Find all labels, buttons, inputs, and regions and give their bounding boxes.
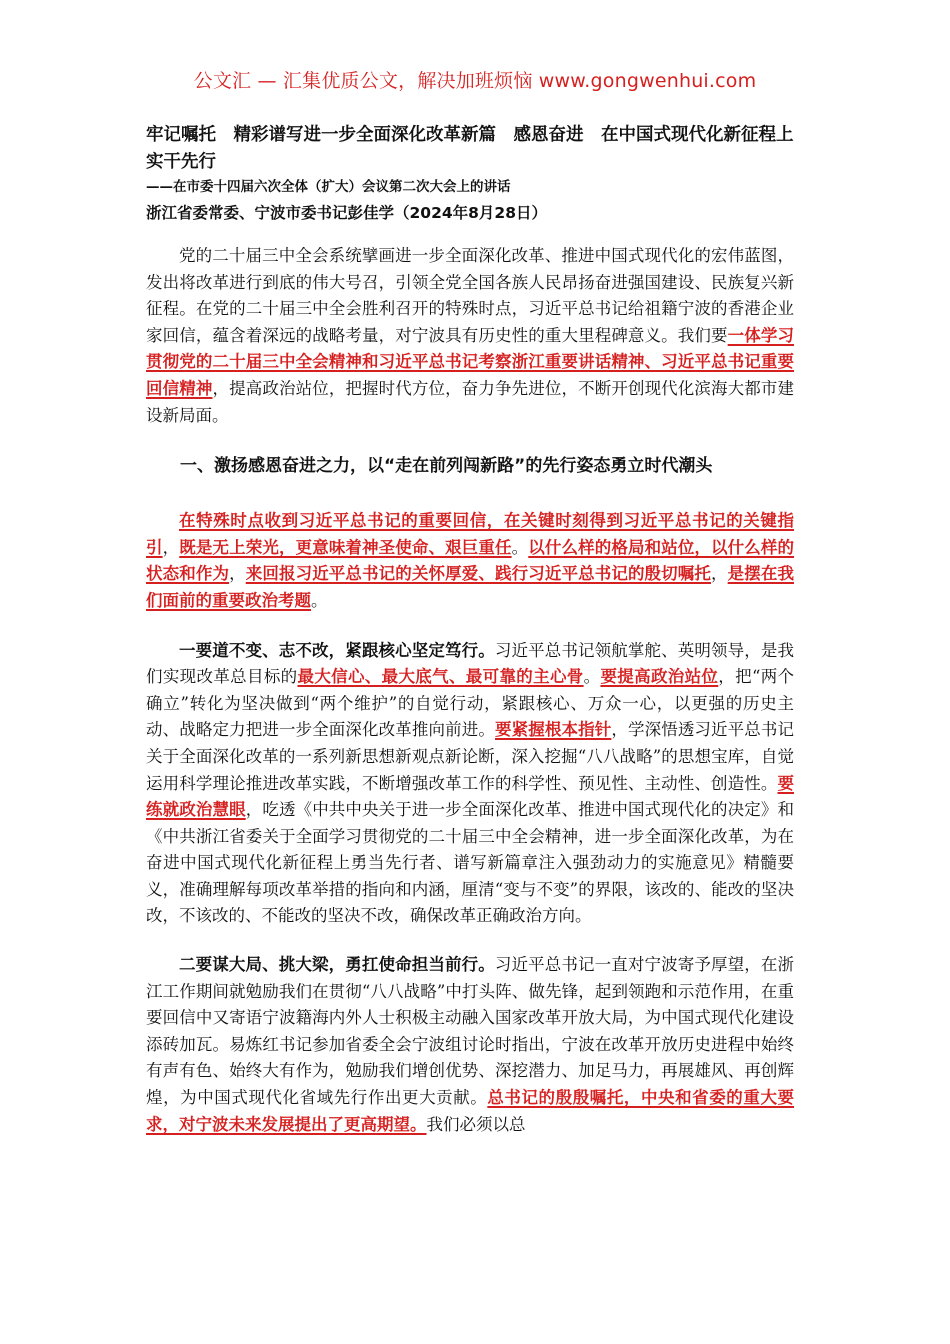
highlight-text: 要提高政治站位: [600, 667, 719, 687]
text-run: ，把“两个确立”转化为坚决做到“两个维护”的自觉行动，紧跟核心、万众一心，以更强的历史主动、战略定力把进一步全面深化改革推向前进。: [146, 667, 795, 740]
paragraph-point-two: [146, 952, 794, 1138]
section-heading-1: 一、激扬感恩奋进之力，以“走在前列闯新路”的先行姿态勇立时代潮头: [180, 456, 713, 477]
text-run: ，: [162, 537, 180, 557]
highlight-text: 在特殊时点收到习近平总书记的重要回信，在关键时刻得到习近平总书记的关键指引: [146, 511, 794, 557]
highlight-text: 是摆在我们面前的重要政治考题: [146, 564, 795, 610]
text-run: ，提高政治站位，把握时代方位，奋力争先进位，不断开创现代化滨海大都市建设新局面。: [146, 378, 795, 425]
highlight-text: 要紧握根本指针: [495, 720, 612, 740]
text-run: 。: [311, 590, 328, 610]
text-run: 。: [511, 537, 529, 557]
bold-lead-text: 二要谋大局、挑大梁，勇扛使命担当前行。: [179, 955, 495, 975]
text-run: ，吃透《中共中央关于进一步全面深化改革、推进中国式现代化的决定》和《中共浙江省委关于全面学习贯彻党的二十届三中全会精神，进一步全面深化改革，为在奋进中国式现代化新征程上勇当先行者、谱写新篇章注入强劲动力的实施意见》精髓要义，准确理解每项改革举措的指向和内涵，厘清“变与不变”的界限，该改的、能改的坚决改，不该改的、不能改的坚决不改，确保改革正确政治方向。: [146, 800, 795, 926]
document-subtitle: ——在市委十四届六次全体（扩大）会议第二次大会上的讲话: [146, 179, 511, 195]
watermark-header[interactable]: 公文汇 — 汇集优质公文，解决加班烦恼 www.gongwenhui.com: [193, 70, 757, 92]
text-run: ，: [229, 564, 246, 584]
highlight-text: 以什么样的格局和站位，以什么样的状态和作为: [146, 537, 795, 584]
highlight-text: 总书记的殷殷嘱托，中央和省委的重大要求，对宁波未来发展提出了更高期望。: [146, 1088, 795, 1134]
text-run: 习近平总书记一直对宁波寄予厚望，在浙江工作期间就勉励我们在贯彻“八八战略”中打头阵、做先锋，起到领跑和示范作用，在重要回信中又寄语宁波籍海内外人士积极主动融入国家改革开放大局，为中国式现代化建设添砖加瓦。易炼红书记参加省委全会宁波组讨论时指出，宁波在改革开放历史进程中始终有声有色、始终大有作为，勉励我们增创优势、深挖潜力、加足马力，再展雄风、再创辉煌，为中国式现代化省域先行作出更大贡献。: [146, 955, 794, 1108]
document-author: 浙江省委常委、宁波市委书记彭佳学（2024年8月28日）: [146, 204, 547, 222]
bold-lead-text: 一要道不变、志不改，紧跟核心坚定笃行。: [179, 640, 495, 660]
document-body: [146, 122, 794, 1138]
text-run: 党的二十届三中全会系统擘画进一步全面深化改革、推进中国式现代化的宏伟蓝图，发出将改革进行到底的伟大号召，引领全党全国各族人民昂扬奋进强国建设、民族复兴新征程。在党的二十届三中全会胜利召开的特殊时点，习近平总书记给祖籍宁波的香港企业家回信，蕴含着深远的战略考量，对宁波具有历史性的重大里程碑意义。我们要: [146, 246, 794, 345]
highlight-text: 来回报习近平总书记的关怀厚爱、践行习近平总书记的殷切嘱托: [245, 564, 712, 584]
highlight-text: 既是无上荣光，更意味着神圣使命、艰巨重任: [179, 537, 512, 557]
highlight-text: 要练就政治慧眼: [146, 773, 794, 820]
text-run: ，学深悟透习近平总书记关于全面深化改革的一系列新思想新观点新论断，深入挖掘“八八战略”的思想宝库，自觉运用科学理论推进改革实践，不断增强改革工作的科学性、预见性、主动性、创造性。: [146, 720, 795, 793]
text-run: 我们必须以总: [426, 1114, 526, 1134]
document-title: 牢记嘱托 精彩谱写进一步全面深化改革新篇 感恩奋进 在中国式现代化新征程上实干先行: [146, 125, 794, 172]
text-run: 习近平总书记领航掌舵、英明领导，是我们实现改革总目标的: [146, 640, 794, 687]
paragraph-point-one: [146, 638, 794, 931]
paragraph-section1-intro: [146, 508, 794, 614]
paragraph-intro: [146, 243, 794, 429]
text-run: ，: [711, 564, 728, 584]
highlight-text: 一体学习贯彻党的二十届三中全会精神和习近平总书记考察浙江重要讲话精神、习近平总书记重要回信精神: [146, 325, 795, 398]
highlight-text: 最大信心、最大底气、最可靠的主心骨: [297, 667, 584, 687]
text-run: 。: [583, 667, 601, 687]
